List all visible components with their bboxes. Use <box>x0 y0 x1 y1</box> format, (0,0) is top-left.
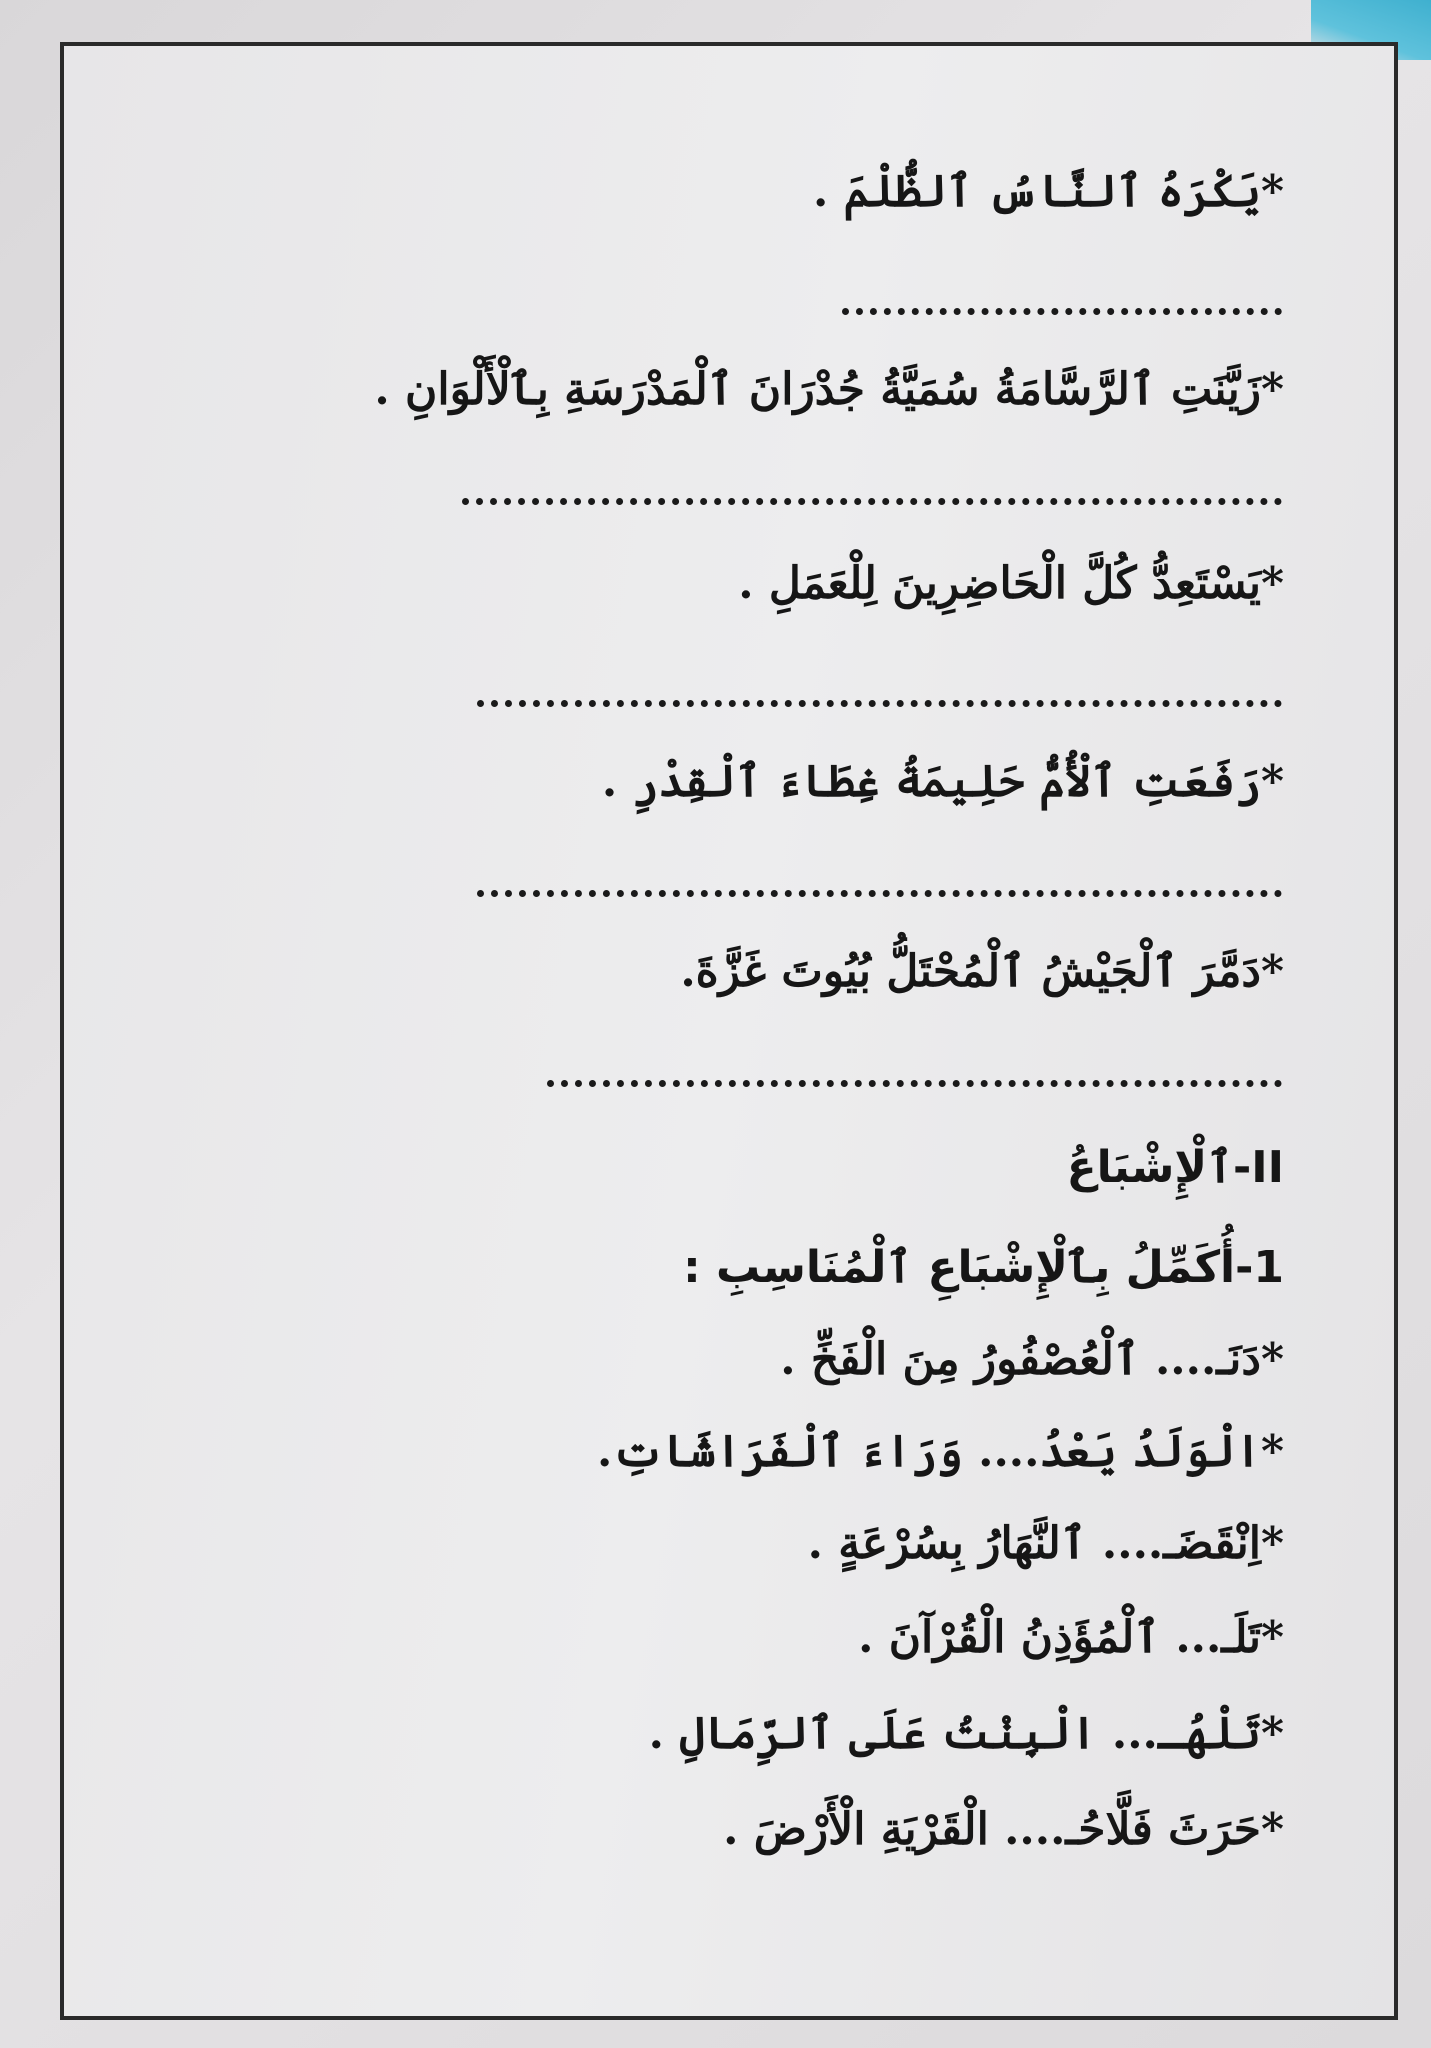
worksheet-page <box>60 42 1398 2020</box>
answer-line-2[interactable] <box>462 498 1282 505</box>
sentence-5: *دَمَّرَ ٱلْجَيْشُ ٱلْمُحْتَلُّ بُيُوتَ غَزَّةَ. <box>680 946 1284 997</box>
section-instruction: 1-أُكَمِّلُ بِٱلْإِشْبَاعِ ٱلْمُنَاسِبِ : <box>683 1242 1284 1293</box>
exercise-3: *اِنْقَضَـ.... ٱلنَّهَارُ بِسُرْعَةٍ . <box>807 1518 1284 1569</box>
sentence-3: *يَسْتَعِدُّ كُلَّ الْحَاضِرِينَ لِلْعَمَلِ . <box>738 558 1284 609</box>
sentence-2: *زَيَّنَتِ ٱلرَّسَّامَةُ سُمَيَّةُ جُدْرَانَ ٱلْمَدْرَسَةِ بِٱلْأَلْوَانِ . <box>374 364 1284 415</box>
exercise-6: *حَرَثَ فَلَّاحُـ.... الْقَرْيَةِ الْأَرْضَ . <box>723 1804 1284 1855</box>
sentence-4: *رَفَعَتِ ٱلْأُمُّ حَلِيمَةُ غِطَاءَ ٱلْقِدْرِ . <box>601 756 1284 807</box>
sentence-1: *يَكْرَهُ ٱلنَّاسُ ٱلظُّلْمَ . <box>812 166 1284 217</box>
answer-line-3[interactable] <box>477 700 1282 707</box>
exercise-5: *تَلْهُـ... الْبِنْتُ عَلَى ٱلرِّمَالِ . <box>648 1708 1284 1759</box>
answer-line-5[interactable] <box>547 1080 1282 1087</box>
section-title: II-ٱلْإِشْبَاعُ <box>1066 1142 1284 1193</box>
answer-line-4[interactable] <box>477 890 1282 897</box>
exercise-4: *تَلَـ... ٱلْمُؤَذِنُ الْقُرْآنَ . <box>858 1612 1284 1663</box>
exercise-2: *الْوَلَدُ يَعْدُ.... وَرَاءَ ٱلْفَرَاشَاتِ. <box>597 1426 1284 1477</box>
answer-line-1[interactable] <box>842 308 1282 315</box>
exercise-1: *دَنَـ.... ٱلْعُصْفُورُ مِنَ الْفَخِّ . <box>780 1334 1284 1385</box>
